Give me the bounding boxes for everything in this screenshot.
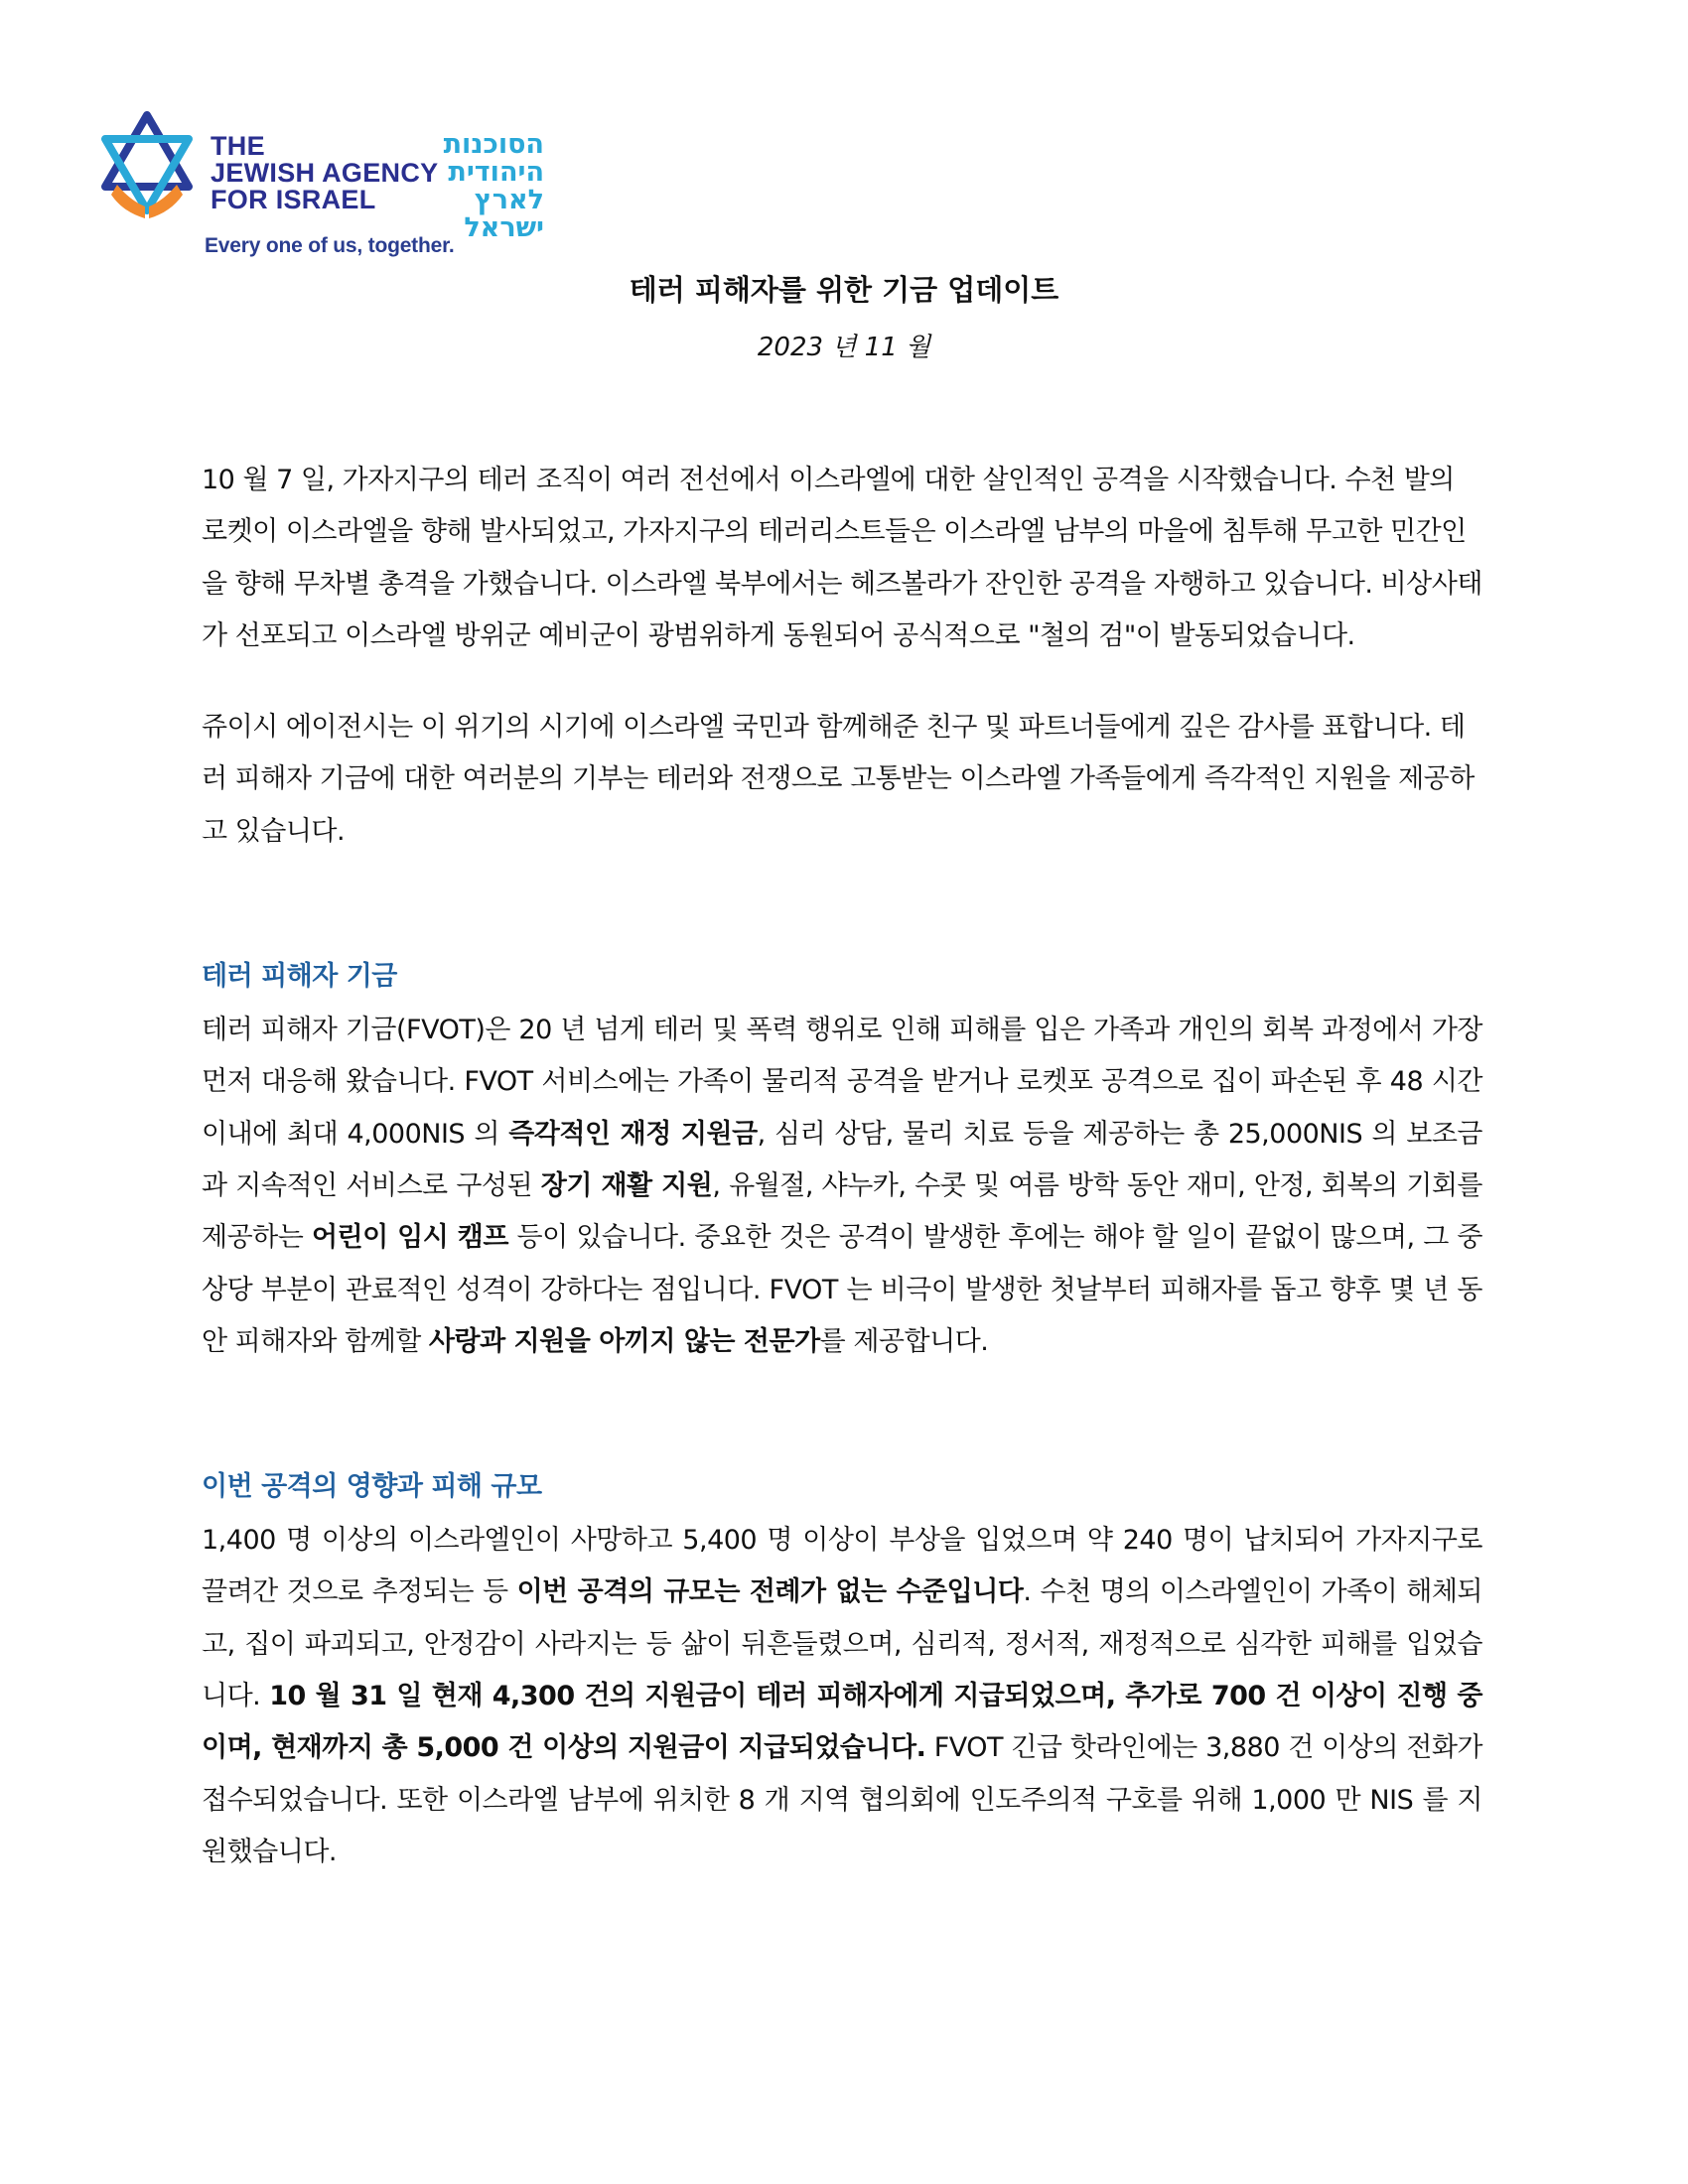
fvot-text-3: , 유월절, 샤누카, 수콧 및 여름 방학 동안 재미, 안정, 회복의 기회를 제공하는 [202,1169,1482,1254]
logo-hebrew-name [359,131,544,242]
logo-he-line-3: ישראל [464,212,544,243]
star-of-david-hands-icon [95,111,203,220]
logo-he-line-1: הסוכנות היהודית [443,129,544,188]
fvot-bold-rehab: 장기 재활 지원 [540,1169,713,1201]
fvot-bold-experts: 사랑과 지원을 아끼지 않는 전문가 [428,1325,820,1357]
intro-paragraph-2: 쥬이시 에이전시는 이 위기의 시기에 이스라엘 국민과 함께해준 친구 및 파트너들에게 깊은 감사를 표합니다. 테러 피해자 기금에 대한 여러분의 기부는 테러와 전쟁으로 고통받는 이스라엘 가족들에게 즉각적인 지원을 제공하고 있습니다. [202,712,1475,847]
fvot-text-1: 테러 피해자 기금(FVOT)은 20 년 넘게 테러 및 폭력 행위로 인해 피해를 입은 가족과 개인의 회복 과정에서 가장 먼저 대응해 왔습니다. FVOT 서비스에는 가족이 물리적 공격을 받거나 로켓포 공격으로 집이 파손된 후 48 시간 이내에 최대 4,000NIS 의 [202,1015,1482,1150]
impact-text-1: 1,400 명 이상의 이스라엘인이 사망하고 5,400 명 이상이 부상을 입었으며 약 240 명이 납치되어 가자지구로 끌려간 것으로 추정되는 등 [202,1525,1482,1608]
logo-en-line-2: JEWISH AGENCY [211,158,439,188]
document-title: 테러 피해자를 위한 기금 업데이트 [629,273,1059,307]
section-heading-fvot: 테러 피해자 기금 [202,961,397,993]
fvot-text-4: 등이 있습니다. 중요한 것은 공격이 발생한 후에는 해야 할 일이 끝없이 많으며, 그 중 상당 부분이 관료적인 성격이 강하다는 점입니다. FVOT 는 비극이 발생한 첫날부터 피해자를 돕고 향후 몇 년 동안 피해자와 함께할 [202,1222,1482,1357]
fvot-bold-immediate-aid: 즉각적인 재정 지원금 [508,1118,758,1150]
intro-paragraph-1: 10 월 7 일, 가자지구의 테러 조직이 여러 전선에서 이스라엘에 대한 살인적인 공격을 시작했습니다. 수천 발의 로켓이 이스라엘을 향해 발사되었고, 가자지구의 테러리스트들은 이스라엘 남부의 마을에 침투해 무고한 민간인을 향해 무차별 총격을 가했습니다. 이스라엘 북부에서는 헤즈볼라가 잔인한 공격을 자행하고 있습니다. 비상사태가 선포되고 이스라엘 방위군 예비군이 광범위하게 동원되어 공식적으로 "철의 검"이 발동되었습니다. [202,465,1482,651]
fvot-text-5: 를 제공합니다. [819,1325,989,1357]
logo-en-line-3: FOR ISRAEL [211,185,376,214]
jewish-agency-logo [95,111,552,260]
impact-paragraph [202,1515,1482,1878]
fvot-paragraph [202,1005,1482,1368]
logo-he-line-2: לארץ [474,185,544,215]
section-heading-impact: 이번 공격의 영향과 피해 규모 [202,1471,542,1503]
impact-text-2: . 수천 명의 이스라엘인이 가족이 해체되고, 집이 파괴되고, 안정감이 사라지는 등 삶이 뒤흔들렸으며, 심리적, 정서적, 재정적으로 심각한 피해를 입었습니다. [202,1576,1483,1712]
logo-tagline: Every one of us, together. [205,234,455,257]
fvot-text-2: , 심리 상담, 물리 치료 등을 제공하는 총 25,000NIS 의 보조금과 지속적인 서비스로 구성된 [202,1118,1482,1201]
document-date: 2023 년 11 월 [757,333,931,362]
impact-bold-scale: 이번 공격의 규모는 전례가 없는 수준입니다 [516,1576,1024,1608]
impact-text-3: FVOT 긴급 핫라인에는 3,880 건 이상의 전화가 접수되었습니다. 또한 이스라엘 남부에 위치한 8 개 지역 협의회에 인도주의적 구호를 위해 1,000 만 NIS 를 지원했습니다. [202,1732,1482,1867]
logo-en-line-1: THE [211,131,265,161]
document-body [202,455,1482,1878]
impact-bold-grants: 10 월 31 일 현재 4,300 건의 지원금이 테러 피해자에게 지급되었으며, 추가로 700 건 이상이 진행 중이며, 현재까지 총 5,000 건 이상의 지원금이 지급되었습니다. [202,1681,1482,1764]
fvot-bold-camp: 어린이 임시 캠프 [311,1222,508,1254]
